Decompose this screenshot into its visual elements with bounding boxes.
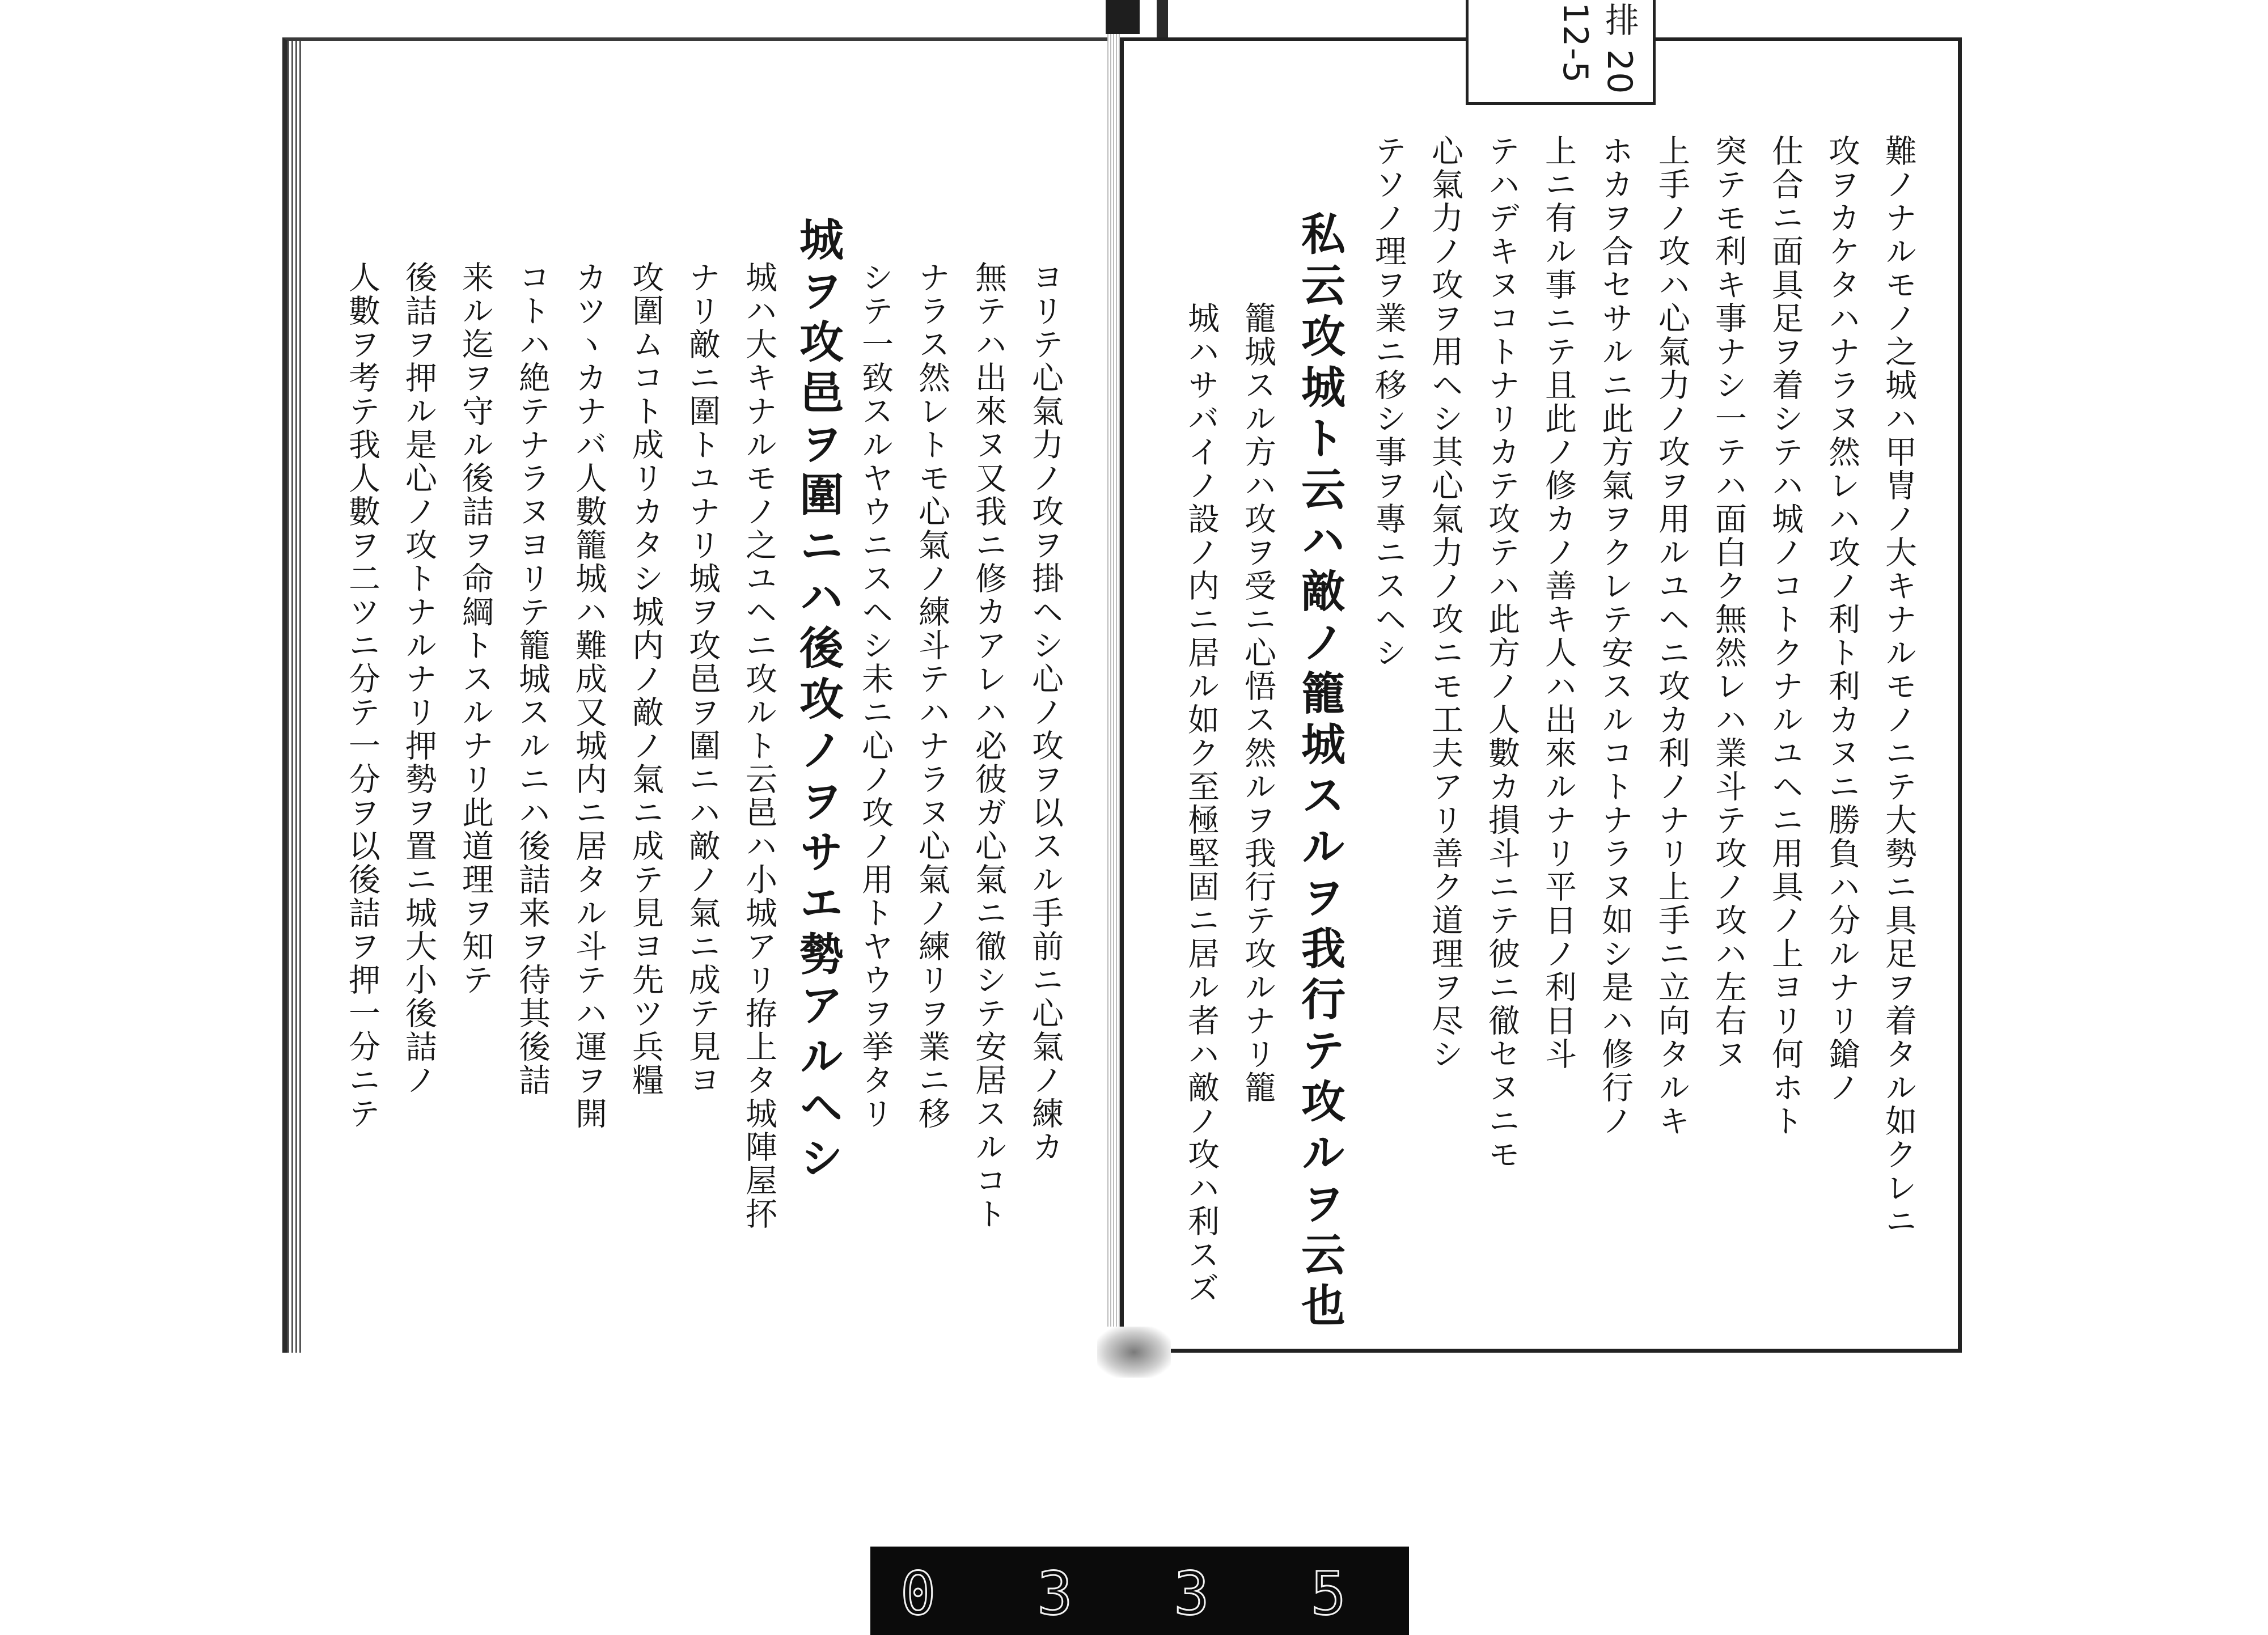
- text-column: ホカヲ合セサルニ此方氣ヲクレテ安スルコトナラヌ如シ是ハ修行ノ: [1597, 134, 1634, 1138]
- text-column: 籠城スル方ハ攻ヲ受ニ心悟ス然ルヲ我行テ攻ルナリ籠: [1239, 302, 1276, 1104]
- text-column: テハデキヌコトナリカテ攻テハ此方ノ人數カ損斗ニテ彼ニ徹セヌニモ: [1483, 134, 1520, 1171]
- text-column: 攻ヲカケタハナラヌ然レハ攻ノ利ト利カヌニ勝負ハ分ルナリ鎗ノ: [1823, 134, 1860, 1104]
- gutter-shadow: [1097, 1327, 1171, 1378]
- text-column: 人數ヲ考テ我人數ヲ二ツニ分テ一分ヲ以後詰ヲ押一分ニテ: [344, 261, 380, 1130]
- text-column: 無テハ出來ヌ又我ニ修カアレハ必彼ガ心氣ニ徹シテ安居スルコト: [970, 261, 1007, 1231]
- text-column: 難ノナルモノ之城ハ甲冑ノ大キナルモノニテ大勢ニ具足ヲ着タル如クレニ: [1880, 134, 1917, 1238]
- text-column: 後詰ヲ押ル是心ノ攻トナルナリ押勢ヲ置ニ城大小後詰ノ: [400, 261, 437, 1097]
- text-column: 仕合ニ面具足ヲ着シテハ城ノコトクナルユヘニ用具ノ上ヨリ何ホト: [1767, 134, 1804, 1138]
- section-heading: 城ヲ攻邑ヲ圍ニハ後攻ノヲサエ勢アルヘシ: [792, 217, 844, 1186]
- film-frame-band: [870, 1547, 1409, 1635]
- section-heading: 私云攻城ト云ハ敵ノ籠城スルヲ我行テ攻ルヲ云也: [1294, 211, 1345, 1333]
- text-column: 来ル迄ヲ守ル後詰ヲ命綱トスルナリ此道理ヲ知テ: [457, 261, 494, 997]
- text-column: ナリ敵ニ圍トユナリ城ヲ攻邑ヲ圍ニハ敵ノ氣ニ成テ見ヨ: [684, 261, 721, 1097]
- text-column: 突テモ利キ事ナシ一テハ面白ク無然レハ業斗テ攻ノ攻ハ左右ヌ: [1710, 134, 1747, 1071]
- binding-tab: [1106, 0, 1140, 34]
- right-page: [1120, 37, 1962, 1353]
- slip-note: 排 20 12-5: [1555, 2, 1639, 95]
- text-column: 心氣力ノ攻ヲ用ヘシ其心氣力ノ攻ニモ工夫アリ善ク道理ヲ尽シ: [1427, 134, 1463, 1071]
- text-column: カツヽカナバ人數籠城ハ難成又城内ニ居タル斗テハ運ヲ開: [570, 261, 607, 1130]
- text-column: 上手ノ攻ハ心氣力ノ攻ヲ用ルユヘニ攻カ利ノナリ上手ニ立向タルキ: [1653, 134, 1690, 1138]
- left-page: [282, 37, 1107, 1353]
- binding-tab-edge: [1157, 0, 1168, 40]
- text-column: 城ハサバイノ設ノ内ニ居ル如ク至極堅固ニ居ル者ハ敵ノ攻ハ利スズ: [1183, 302, 1220, 1305]
- text-column: ヨリテ心氣力ノ攻ヲ掛ヘシ心ノ攻ヲ以スル手前ニ心氣ノ練カ: [1027, 261, 1064, 1164]
- text-column: ナラス然レトモ心氣ノ練斗テハナラヌ心氣ノ練リヲ業ニ移: [913, 261, 950, 1130]
- text-column: シテ一致スルヤウニスヘシ未ニ心ノ攻ノ用トヤウヲ挙タリ: [857, 261, 894, 1130]
- text-column: 攻圍ムコト成リカタシ城内ノ敵ノ氣ニ成テ見ヨ先ツ兵糧: [627, 261, 664, 1097]
- frame-number: 0 3 3 5: [900, 1559, 1380, 1628]
- book-gutter: [1107, 34, 1120, 1355]
- text-column: 城ハ大キナルモノ之ユヘニ攻ルト云邑ハ小城アリ拵上タ城陣屋抔: [741, 261, 777, 1231]
- text-column: 上ニ有ル事ニテ且此ノ修カノ善キ人ハ出來ルナリ平日ノ利日斗: [1540, 134, 1577, 1071]
- text-column: コトハ絶テナラヌヨリテ籠城スルニハ後詰来ヲ待其後詰: [514, 261, 551, 1097]
- text-column: テソノ理ヲ業ニ移シ事ヲ專ニスヘシ: [1370, 134, 1407, 670]
- catalog-slip: [1466, 0, 1656, 105]
